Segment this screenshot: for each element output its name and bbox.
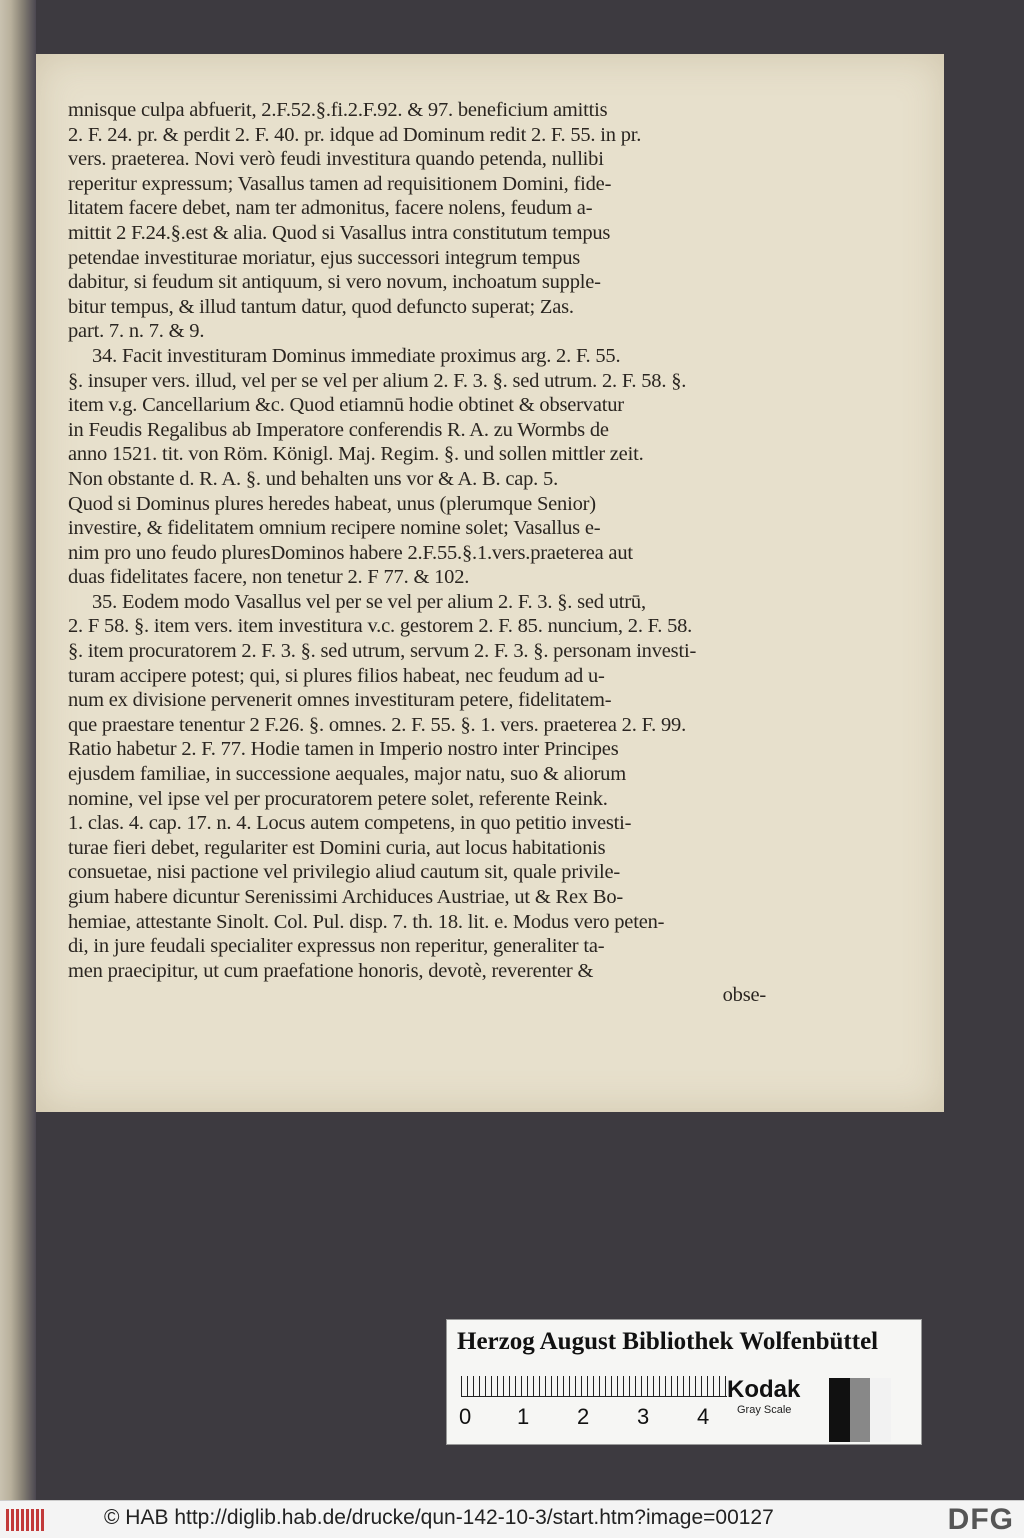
footer-bar bbox=[0, 1500, 1024, 1538]
text-line: 2. F. 24. pr. & perdit 2. F. 40. pr. idque ad Dominum redit 2. F. 55. in pr. bbox=[68, 123, 642, 146]
text-line: vers. praeterea. Novi verò feudi investitura quando petenda, nullibi bbox=[68, 148, 604, 171]
gray-patch bbox=[829, 1378, 850, 1442]
text-line: di, in jure feudali specialiter expressus non reperitur, generaliter ta- bbox=[68, 935, 605, 958]
text-line: nim pro uno feudo pluresDominos habere 2.F.55.§.1.vers.praeterea aut bbox=[68, 541, 633, 564]
text-line: hemiae, attestante Sinolt. Col. Pul. disp. 7. th. 18. lit. e. Modus vero peten- bbox=[68, 910, 665, 933]
gray-patch bbox=[850, 1378, 871, 1442]
ruler-number: 1 bbox=[517, 1404, 530, 1429]
text-line: bitur tempus, & illud tantum datur, quod defuncto superat; Zas. bbox=[68, 295, 574, 318]
text-line: 1. clas. 4. cap. 17. n. 4. Locus autem competens, in quo petitio investi- bbox=[68, 812, 632, 835]
text-line: men praecipitur, ut cum praefatione honoris, devotè, reverenter & bbox=[68, 959, 594, 982]
adjacent-page-edge bbox=[0, 0, 36, 1500]
text-line: 2. F 58. §. item vers. item investitura v.c. gestorem 2. F. 85. nuncium, 2. F. 58. bbox=[68, 615, 693, 638]
card-title: Herzog August Bibliothek Wolfenbüttel bbox=[457, 1328, 879, 1355]
gray-patches bbox=[829, 1378, 891, 1442]
ruler-number: 0 bbox=[459, 1404, 472, 1429]
text-line: §. item procuratorem 2. F. 3. §. sed utrum, servum 2. F. 3. §. personam investi- bbox=[68, 640, 697, 663]
text-line: item v.g. Cancellarium &c. Quod etiamnū hodie obtinet & observatur bbox=[68, 394, 624, 417]
text-line: litatem facere debet, nam ter admonitus, facere nolens, feudum a- bbox=[68, 197, 593, 220]
text-line: mittit 2 F.24.§.est & alia. Quod si Vasallus intra constitutum tempus bbox=[68, 221, 611, 244]
ruler-numbers bbox=[455, 1404, 745, 1434]
measurement-ruler bbox=[461, 1376, 727, 1397]
text-line: num ex divisione pervenerit omnes investituram petere, fidelitatem- bbox=[68, 689, 612, 712]
hab-logo-icon bbox=[6, 1509, 46, 1531]
catchword: obse- bbox=[722, 984, 766, 1007]
text-line: que praestare tenentur 2 F.26. §. omnes. 2. F. 55. §. 1. vers. praeterea 2. F. 99. bbox=[68, 713, 687, 736]
text-line: 34. Facit investituram Dominus immediate proximus arg. 2. F. 55. bbox=[92, 344, 621, 367]
text-line: petendae investiturae moriatur, ejus successori integrum tempus bbox=[68, 246, 581, 269]
text-line: turam accipere potest; qui, si plures filios habeat, nec feudum ad u- bbox=[68, 664, 605, 687]
ruler-number: 3 bbox=[637, 1404, 650, 1429]
gray-patch bbox=[870, 1378, 891, 1442]
text-line: 35. Eodem modo Vasallus vel per se vel per alium 2. F. 3. §. sed utrū, bbox=[92, 590, 646, 613]
text-line: nomine, vel ipse vel per procuratorem petere solet, referente Reink. bbox=[68, 787, 608, 810]
text-line: Ratio habetur 2. F. 77. Hodie tamen in Imperio nostro inter Principes bbox=[68, 738, 619, 761]
text-line: in Feudis Regalibus ab Imperatore conferendis R. A. zu Wormbs de bbox=[68, 418, 609, 441]
text-line: gium habere dicuntur Serenissimi Archiduces Austriae, ut & Rex Bo- bbox=[68, 886, 623, 908]
text-line: investire, & fidelitatem omnium recipere nomine solet; Vasallus e- bbox=[68, 517, 601, 540]
text-line: anno 1521. tit. von Röm. Königl. Maj. Regim. §. und sollen mittler zeit. bbox=[68, 443, 644, 466]
text-line: Non obstante d. R. A. §. und behalten uns vor & A. B. cap. 5. bbox=[68, 467, 559, 490]
gray-scale-label: Gray Scale bbox=[737, 1404, 792, 1416]
dfg-logo: DFG bbox=[947, 1503, 1014, 1536]
text-line: reperitur expressum; Vasallus tamen ad requisitionem Domini, fide- bbox=[68, 172, 612, 195]
text-line: consuetae, nisi pactione vel privilegio aliud cautum sit, quale privile- bbox=[68, 861, 621, 884]
text-line: dabitur, si feudum sit antiquum, si vero novum, inchoatum supple- bbox=[68, 271, 601, 294]
text-line: turae fieri debet, regulariter est Domini curia, aut locus habitationis bbox=[68, 836, 606, 859]
color-calibration-card bbox=[446, 1319, 922, 1445]
text-line: mnisque culpa abfuerit, 2.F.52.§.fi.2.F.92. & 97. beneficium amittis bbox=[68, 99, 608, 121]
text-line: duas fidelitates facere, non tenetur 2. F 77. & 102. bbox=[68, 566, 470, 589]
text-line: Quod si Dominus plures heredes habeat, unus (plerumque Senior) bbox=[68, 492, 596, 515]
text-line: ejusdem familiae, in successione aequales, major natu, suo & aliorum bbox=[68, 763, 626, 786]
ruler-number: 2 bbox=[577, 1404, 590, 1429]
page-text bbox=[68, 98, 772, 1008]
kodak-logo: Kodak bbox=[727, 1376, 801, 1403]
footer-url[interactable]: © HAB http://diglib.hab.de/drucke/qun-142-10-3/start.htm?image=00127 bbox=[104, 1506, 774, 1529]
ruler-number: 4 bbox=[697, 1404, 710, 1429]
text-line: §. insuper vers. illud, vel per se vel per alium 2. F. 3. §. sed utrum. 2. F. 58. §. bbox=[68, 369, 687, 392]
text-line: part. 7. n. 7. & 9. bbox=[68, 320, 205, 343]
